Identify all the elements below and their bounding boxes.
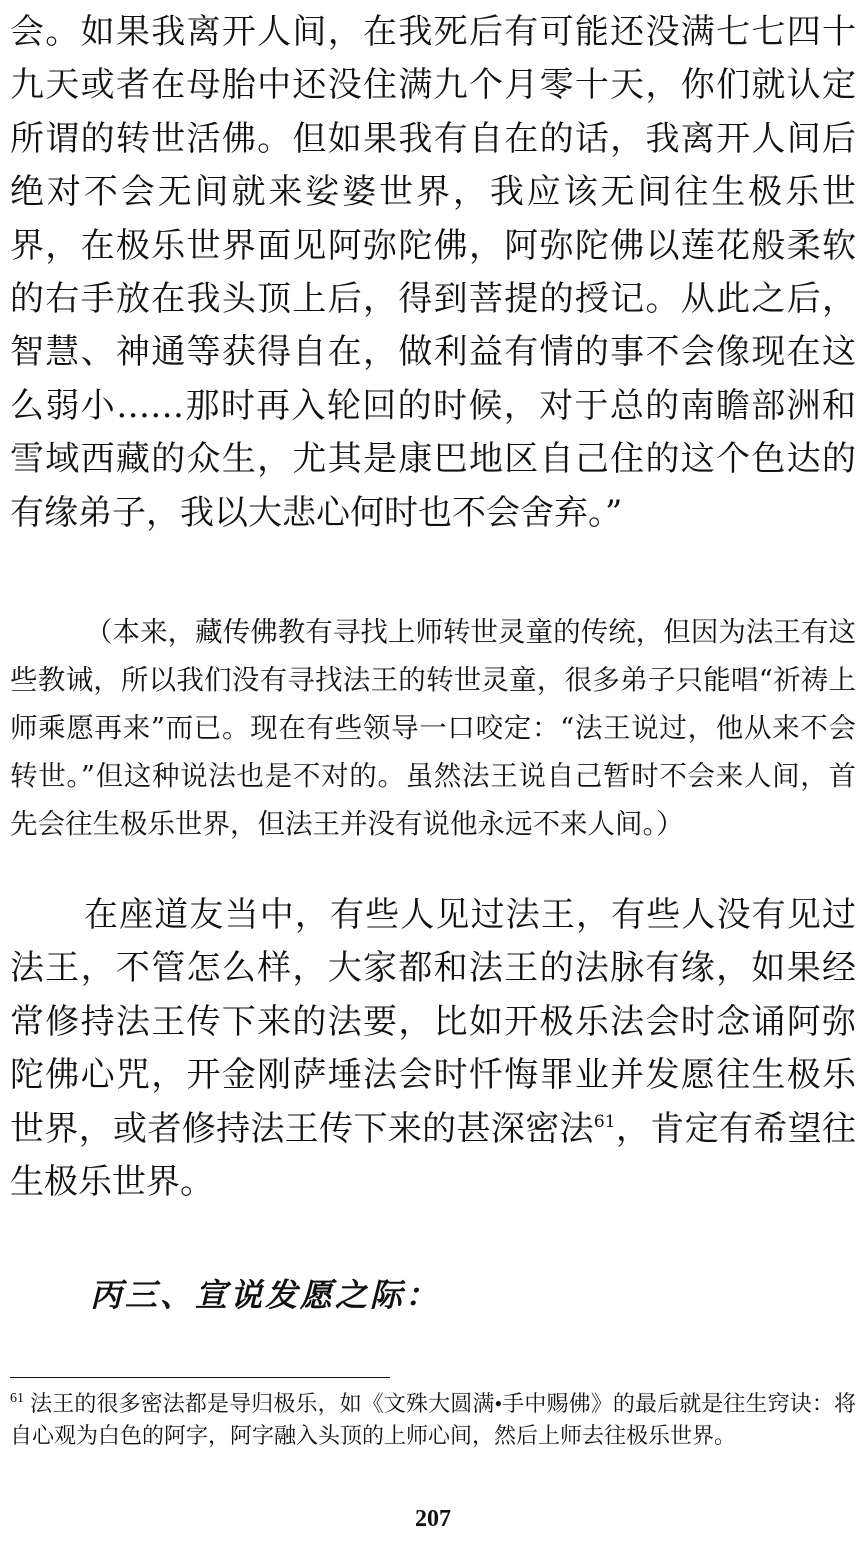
note-paragraph: （本来，藏传佛教有寻找上师转世灵童的传统，但因为法王有这些教诫，所以我们没有寻找法王的转世灵童，很多弟子只能唱“祈祷上师乘愿再来”而已。现在有些领导一口咬定：“法王说过，他从来不会转世。”但这种说法也是不对的。虽然法王说自己暂时不会来人间，首先会往生极乐世界，但法王并没有说他永远不来人间。） — [10, 616, 856, 840]
section-heading: 丙三、宣说发愿之际： — [90, 1276, 441, 1314]
body-paragraph-2 — [10, 889, 856, 1209]
footnote-reference[interactable]: 61 — [593, 1111, 616, 1132]
footnote-marker: 61 — [10, 1391, 24, 1406]
document-page — [10, 0, 856, 1556]
page-number: 207 — [415, 1506, 451, 1532]
body-paragraph-2-tail: ，肯定有希望往生极乐世界。 — [10, 1108, 857, 1203]
body-paragraph-2-text: 在座道友当中，有些人见过法王，有些人没有见过法王，不管怎么样，大家都和法王的法脉有缘，如果经常修持法王传下来的法要，比如开极乐法会时念诵阿弥陀佛心咒，开金刚萨埵法会时忏悔罪业并发愿往生极乐世界，或者修持法王传下来的甚深密法 — [10, 895, 856, 1149]
footnote-text: 法王的很多密法都是导归极乐，如《文殊大圆满•手中赐佛》的最后就是往生窍诀：将自心观为白色的阿字，阿字融入头顶的上师心间，然后上师去往极乐世界。 — [10, 1391, 856, 1448]
body-paragraph: 会。如果我离开人间，在我死后有可能还没满七七四十九天或者在母胎中还没住满九个月零十天，你们就认定所谓的转世活佛。但如果我有自在的话，我离开人间后绝对不会无间就来娑婆世界，我应该无间往生极乐世界，在极乐世界面见阿弥陀佛，阿弥陀佛以莲花般柔软的右手放在我头顶上后，得到菩提的授记。从此之后，智慧、神通等获得自在，做利益有情的事不会像现在这么弱小……那时再入轮回的时候，对于总的南瞻部洲和雪域西藏的众生，尤其是康巴地区自己住的这个色达的有缘弟子，我以大悲心何时也不会舍弃。” — [10, 12, 856, 533]
footnote-divider — [10, 1377, 390, 1378]
footnote — [10, 1388, 856, 1452]
